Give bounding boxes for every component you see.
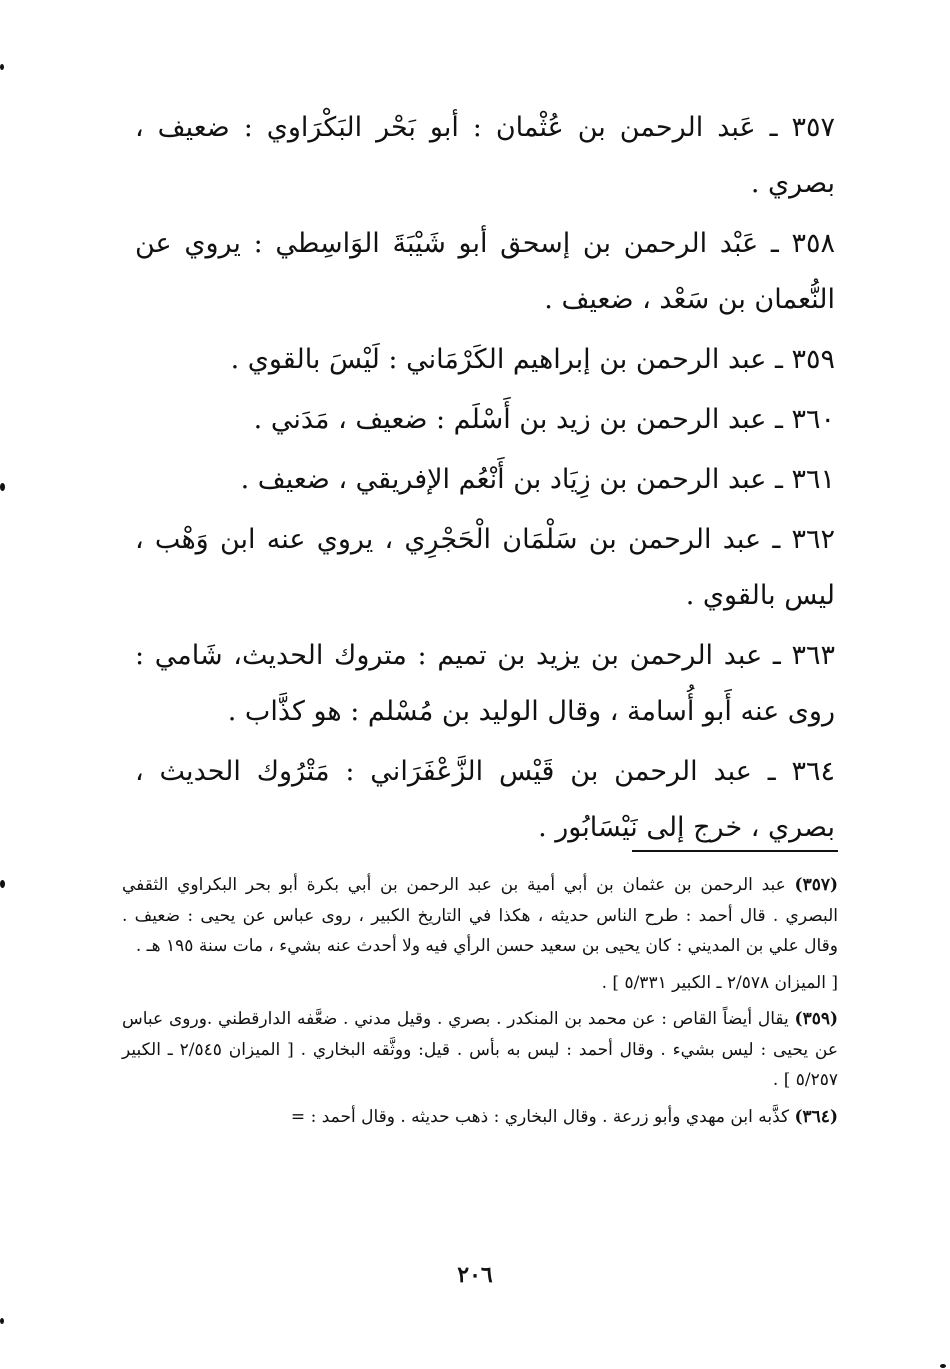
scan-speck xyxy=(0,483,5,491)
entry-359: ٣٥٩ ـ عبد الرحمن بن إبراهيم الكَرْمَاني : لَيْسَ بالقوي . xyxy=(230,344,835,375)
main-text xyxy=(135,100,835,860)
footnote-text: عبد الرحمن بن عثمان بن أبي أمية بن عبد الرحمن بن أبي بكرة أبو بحر البكراوي الثقفي البصري . قال أحمد : طرح الناس حديثه ، هكذا في التاريخ الكبير ، روى عباس عن يحيى : ضعيف . وقال علي بن المديني : كان يحيى بن سعيد حسن الرأي فيه ولا أحدث عنه بشيء ، مات سنة ١٩٥ هـ . xyxy=(122,875,839,956)
entry-362: ٣٦٢ ـ عبد الرحمن بن سَلْمَان الْحَجْرِي ، يروي عنه ابن وَهْب ، ليس بالقوي . xyxy=(135,524,835,611)
entry-363: ٣٦٣ ـ عبد الرحمن بن يزيد بن تميم : متروك الحديث، شَامي : روى عنه أَبو أُسامة ، وقال الوليد بن مُسْلم : هو كذَّاب . xyxy=(135,640,835,727)
entry-357: ٣٥٧ ـ عَبد الرحمن بن عُثْمان : أبو بَحْر البَكْرَاوي : ضعيف ، بصري . xyxy=(135,112,835,199)
scan-speck xyxy=(0,64,4,70)
footnote-number: (٣٦٤) xyxy=(794,1106,838,1127)
footnote-text: [ الميزان ٢/٥٧٨ ـ الكبير ٥/٣٣١ ] . xyxy=(601,972,838,993)
footnote-separator xyxy=(632,850,838,852)
entry-364: ٣٦٤ ـ عبد الرحمن بن قَيْس الزَّعْفَرَاني : مَتْرُوك الحديث ، بصري ، خرج إلى نَيْسَابُور . xyxy=(135,756,835,843)
scan-speck xyxy=(940,1364,946,1368)
entry-358: ٣٥٨ ـ عَبْد الرحمن بن إسحق أبو شَيْبَةَ الوَاسِطي : يروي عن النُّعمان بن سَعْد ، ضعيف . xyxy=(135,228,835,315)
footnotes xyxy=(122,870,838,1138)
footnote-359 xyxy=(122,1004,838,1096)
footnote-357-reference xyxy=(122,968,838,999)
scan-speck xyxy=(0,1318,4,1324)
footnote-text: كذَّبه ابن مهدي وأبو زرعة . وقال البخاري : ذهب حديثه . وقال أحمد : = xyxy=(290,1106,790,1127)
footnote-number: (٣٥٩) xyxy=(794,1009,839,1029)
footnote-357 xyxy=(122,870,838,962)
entry-360: ٣٦٠ ـ عبد الرحمن بن زيد بن أَسْلَم : ضعيف ، مَدَني . xyxy=(253,404,835,435)
entry-361: ٣٦١ ـ عبد الرحمن بن زِيَاد بن أَنْعُم الإفريقي ، ضعيف . xyxy=(240,464,835,495)
footnote-364 xyxy=(122,1102,838,1133)
footnote-text: يقال أيضاً القاص : عن محمد بن المنكدر . بصري . وقيل مدني . ضعَّفه الدارقطني .وروى عباس عن يحيى : ليس بشيء . وقال أحمد : ليس به بأس . قيل: ووثَّقه البخاري . [ الميزان ٢/٥٤٥ ـ الكبير ٥/٢٥٧ ] . xyxy=(122,1009,839,1090)
page-number: ٢٠٦ xyxy=(457,1262,493,1288)
footnote-number: (٣٥٧) xyxy=(794,875,839,895)
scan-speck xyxy=(0,880,5,888)
